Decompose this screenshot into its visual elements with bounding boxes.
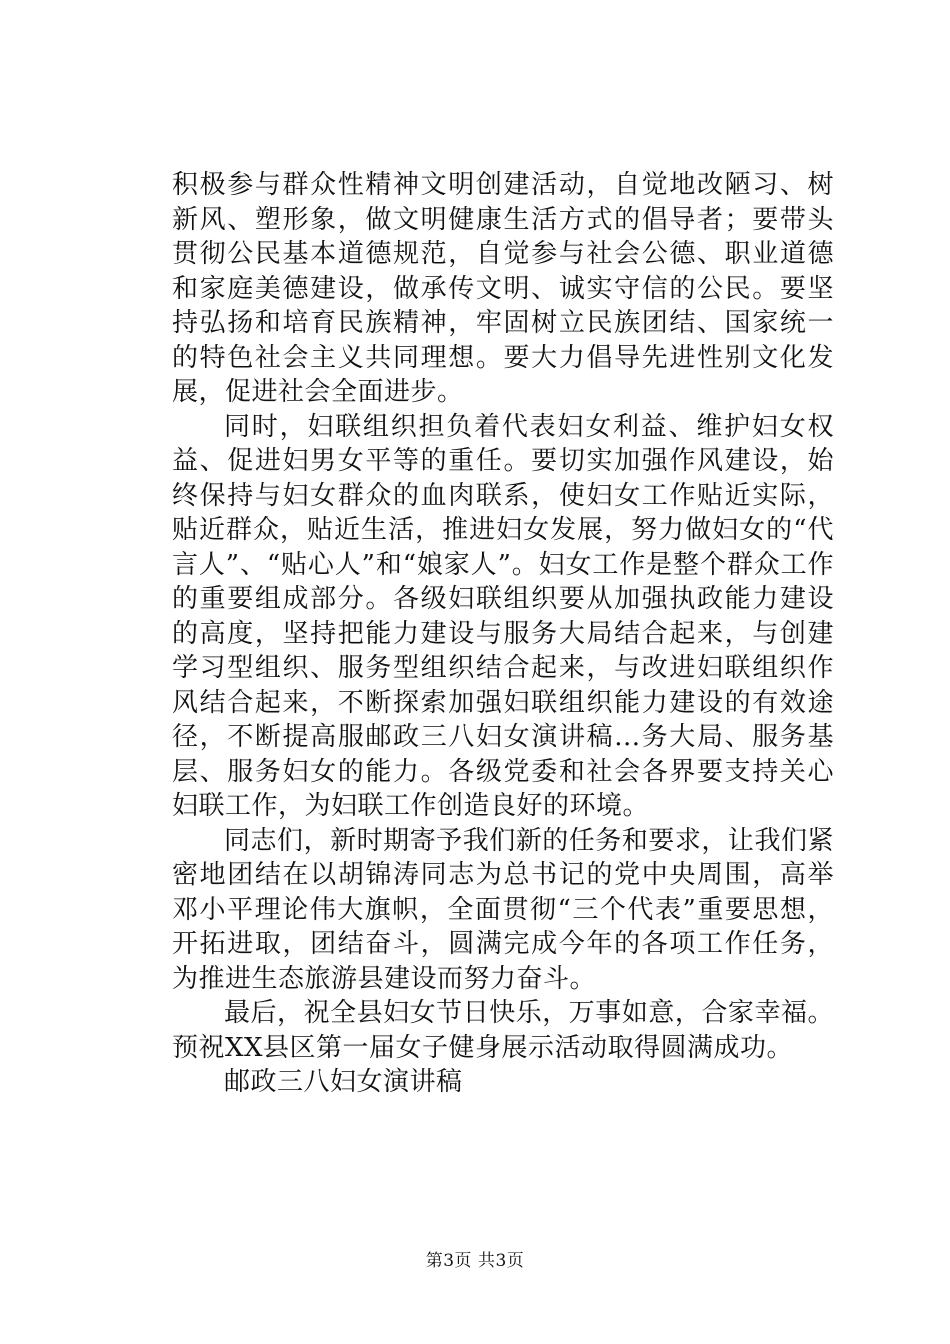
paragraph-2: 同时，妇联组织担负着代表妇女利益、维护妇女权益、促进妇男女平等的重任。要切实加强作风建设，始终保持与妇女群众的血肉联系，使妇女工作贴近实际，贴近群众，贴近生活，推进妇女发展，努力做妇女的“代言人”、“贴心人”和“娘家人”。妇女工作是整个群众工作的重要组成部分。各级妇联组织要从加强执政能力建设的高度，坚持把能力建设与服务大局结合起来，与创建学习型组织、服务型组织结合起来，与改进妇联组织作风结合起来，不断探索加强妇联组织能力建设的有效途径，不断提高服邮政三八妇女演讲稿...务大局、服务基层、服务妇女的能力。各级党委和社会各界要支持关心妇联工作，为妇联工作创造良好的环境。 <box>172 411 834 821</box>
page-footer: 第3页 共3页 <box>425 1251 525 1271</box>
closing-title: 邮政三八妇女演讲稿 <box>224 1067 463 1097</box>
paragraph-1: 积极参与群众性精神文明创建活动，自觉地改陋习、树新风、塑形象，做文明健康生活方式的倡导者；要带头贯彻公民基本道德规范，自觉参与社会公德、职业道德和家庭美德建设，做承传文明、诚实守信的公民。要坚持弘扬和培育民族精神，牢固树立民族团结、国家统一的特色社会主义共同理想。要大力倡导先进性别文化发展，促进社会全面进步。 <box>172 170 834 407</box>
paragraph-4: 最后，祝全县妇女节日快乐，万事如意，合家幸福。预祝XX县区第一届女子健身展示活动取得圆满成功。 <box>172 998 834 1063</box>
document-body <box>172 168 834 1100</box>
paragraph-3: 同志们，新时期寄予我们新的任务和要求，让我们紧密地团结在以胡锦涛同志为总书记的党中央周围，高举邓小平理论伟大旗帜，全面贯彻“三个代表”重要思想，开拓进取，团结奋斗，圆满完成今年的各项工作任务，为推进生态旅游县建设而努力奋斗。 <box>172 825 834 994</box>
